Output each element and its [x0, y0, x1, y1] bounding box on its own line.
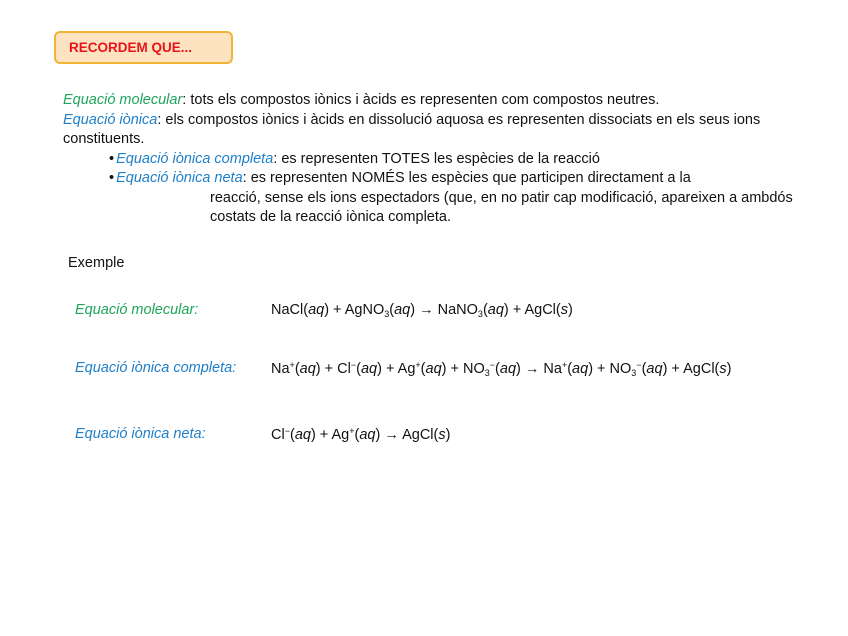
definition-ionica-text: : els compostos iònics i àcids en dissolució aquosa es representen dissociats en els seus ions constituents.: [63, 111, 761, 147]
equation-molecular: NaCl(aq) + AgNO$_3$(aq) → NaNO$_3$(aq) + AgCl(s): [271, 302, 573, 319]
recordem-callout: [54, 31, 233, 64]
definition-completa-text: : es representen TOTES les espècies de la reacció: [273, 150, 600, 167]
term-ionica: Equació iònica: [63, 111, 158, 128]
term-neta: Equació iònica neta: [116, 170, 243, 186]
term-completa: Equació iònica completa: [116, 150, 274, 167]
callout-label: RECORDEM QUE...: [69, 40, 193, 55]
example-label-molecular: Equació molecular:: [75, 302, 199, 318]
bullet-icon: •: [109, 150, 115, 167]
definition-ionica: [63, 111, 803, 150]
example-label-completa: Equació iònica completa:: [75, 360, 237, 376]
bullet-icon: •: [109, 170, 115, 186]
definition-neta-continuation: reacció, sense els ions espectadors (que, en no patir cap modificació, apareixen a ambdós costats de la reacció iònica completa.: [210, 189, 793, 225]
definition-neta-text: : es representen NOMÉS les espècies que participen directament a la: [242, 170, 691, 186]
equation-neta: Cl−(aq) + Ag+(aq) → AgCl(s): [271, 426, 451, 443]
example-title: Exemple: [68, 255, 125, 271]
definition-molecular: [63, 91, 803, 111]
equation-completa: $Na^+(aq) + Cl^-(aq) + Ag^+(aq) + NO_3^-(aq) \to Na^+(aq) + NO_3^-(aq)$ + AgCl(s): [271, 360, 732, 378]
definition-completa: [63, 150, 803, 170]
definitions-block: [63, 91, 803, 228]
example-label-neta: Equació iònica neta:: [75, 426, 206, 442]
definition-molecular-text: : tots els compostos iònics i àcids es representen com compostos neutres.: [182, 92, 660, 108]
term-molecular: Equació molecular: [63, 92, 183, 108]
definition-neta: [63, 169, 803, 228]
